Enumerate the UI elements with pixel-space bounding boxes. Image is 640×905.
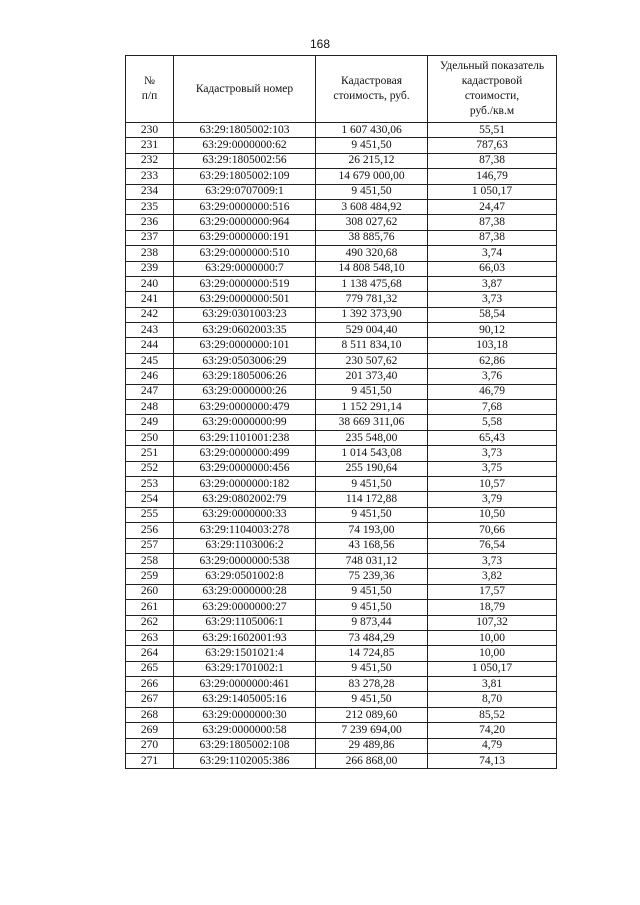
row-num: 236 bbox=[126, 215, 174, 230]
cadastral-value: 74 193,00 bbox=[316, 523, 428, 538]
specific-indicator: 4,79 bbox=[428, 738, 557, 753]
specific-indicator: 787,63 bbox=[428, 138, 557, 153]
specific-indicator: 10,50 bbox=[428, 507, 557, 522]
row-num: 246 bbox=[126, 369, 174, 384]
cadastral-value: 14 808 548,10 bbox=[316, 261, 428, 276]
cadastral-value: 9 451,50 bbox=[316, 584, 428, 599]
row-num: 248 bbox=[126, 400, 174, 415]
table-body bbox=[126, 123, 557, 769]
table-row bbox=[126, 584, 557, 599]
cadastral-number: 63:29:0000000:501 bbox=[174, 292, 316, 307]
cadastral-value: 73 484,29 bbox=[316, 630, 428, 645]
cadastral-number: 63:29:1105006:1 bbox=[174, 615, 316, 630]
specific-indicator: 87,38 bbox=[428, 153, 557, 168]
specific-indicator: 3,75 bbox=[428, 461, 557, 476]
specific-indicator: 17,57 bbox=[428, 584, 557, 599]
cadastral-number: 63:29:1104003:278 bbox=[174, 523, 316, 538]
specific-indicator: 10,00 bbox=[428, 646, 557, 661]
specific-indicator: 3,76 bbox=[428, 369, 557, 384]
table-row bbox=[126, 338, 557, 353]
row-num: 254 bbox=[126, 492, 174, 507]
cadastral-number: 63:29:0602003:35 bbox=[174, 323, 316, 338]
cadastral-value: 9 451,50 bbox=[316, 384, 428, 399]
cadastral-number: 63:29:0000000:964 bbox=[174, 215, 316, 230]
cadastral-value: 29 489,86 bbox=[316, 738, 428, 753]
cadastral-number: 63:29:0000000:519 bbox=[174, 276, 316, 291]
row-num: 250 bbox=[126, 430, 174, 445]
row-num: 245 bbox=[126, 353, 174, 368]
row-num: 263 bbox=[126, 630, 174, 645]
row-num: 259 bbox=[126, 569, 174, 584]
cadastral-value: 779 781,32 bbox=[316, 292, 428, 307]
cadastral-value: 9 451,50 bbox=[316, 507, 428, 522]
row-num: 251 bbox=[126, 446, 174, 461]
cadastral-number: 63:29:1405005:16 bbox=[174, 692, 316, 707]
table-row bbox=[126, 215, 557, 230]
cadastral-number: 63:29:0000000:461 bbox=[174, 677, 316, 692]
cadastral-number: 63:29:0301003:23 bbox=[174, 307, 316, 322]
cadastral-value: 1 607 430,06 bbox=[316, 123, 428, 138]
table-row bbox=[126, 476, 557, 491]
row-num: 265 bbox=[126, 661, 174, 676]
specific-indicator: 103,18 bbox=[428, 338, 557, 353]
specific-indicator: 5,58 bbox=[428, 415, 557, 430]
cadastral-number: 63:29:0802002:79 bbox=[174, 492, 316, 507]
cadastral-table bbox=[125, 55, 557, 769]
table-row bbox=[126, 307, 557, 322]
header-cadastral-number: Кадастровый номер bbox=[174, 56, 316, 123]
specific-indicator: 65,43 bbox=[428, 430, 557, 445]
specific-indicator: 90,12 bbox=[428, 323, 557, 338]
table-header bbox=[126, 56, 557, 123]
table-row bbox=[126, 446, 557, 461]
header-specific-indicator: Удельный показатель кадастровой стоимости, руб./кв.м bbox=[428, 56, 557, 123]
cadastral-number: 63:29:0000000:27 bbox=[174, 600, 316, 615]
row-num: 253 bbox=[126, 476, 174, 491]
table-row bbox=[126, 754, 557, 769]
table-row bbox=[126, 261, 557, 276]
table-row bbox=[126, 569, 557, 584]
row-num: 242 bbox=[126, 307, 174, 322]
cadastral-value: 43 168,56 bbox=[316, 538, 428, 553]
table-row bbox=[126, 138, 557, 153]
table-row bbox=[126, 123, 557, 138]
cadastral-value: 8 511 834,10 bbox=[316, 338, 428, 353]
cadastral-number: 63:29:0503006:29 bbox=[174, 353, 316, 368]
cadastral-value: 7 239 694,00 bbox=[316, 723, 428, 738]
row-num: 255 bbox=[126, 507, 174, 522]
specific-indicator: 18,79 bbox=[428, 600, 557, 615]
cadastral-number: 63:29:0000000:499 bbox=[174, 446, 316, 461]
row-num: 233 bbox=[126, 169, 174, 184]
table-row bbox=[126, 415, 557, 430]
row-num: 257 bbox=[126, 538, 174, 553]
cadastral-value: 38 885,76 bbox=[316, 230, 428, 245]
row-num: 252 bbox=[126, 461, 174, 476]
specific-indicator: 3,73 bbox=[428, 446, 557, 461]
table-row bbox=[126, 723, 557, 738]
table-row bbox=[126, 169, 557, 184]
specific-indicator: 3,73 bbox=[428, 292, 557, 307]
cadastral-value: 9 451,50 bbox=[316, 138, 428, 153]
table-row bbox=[126, 738, 557, 753]
row-num: 270 bbox=[126, 738, 174, 753]
table-row bbox=[126, 600, 557, 615]
row-num: 234 bbox=[126, 184, 174, 199]
table-row bbox=[126, 661, 557, 676]
cadastral-value: 1 392 373,90 bbox=[316, 307, 428, 322]
specific-indicator: 10,57 bbox=[428, 476, 557, 491]
cadastral-value: 308 027,62 bbox=[316, 215, 428, 230]
specific-indicator: 3,82 bbox=[428, 569, 557, 584]
cadastral-number: 63:29:0000000:456 bbox=[174, 461, 316, 476]
specific-indicator: 1 050,17 bbox=[428, 184, 557, 199]
specific-indicator: 74,13 bbox=[428, 754, 557, 769]
specific-indicator: 146,79 bbox=[428, 169, 557, 184]
row-num: 268 bbox=[126, 707, 174, 722]
cadastral-value: 1 152 291,14 bbox=[316, 400, 428, 415]
table-row bbox=[126, 538, 557, 553]
table-row bbox=[126, 507, 557, 522]
row-num: 249 bbox=[126, 415, 174, 430]
specific-indicator: 3,81 bbox=[428, 677, 557, 692]
specific-indicator: 87,38 bbox=[428, 230, 557, 245]
cadastral-number: 63:29:0000000:30 bbox=[174, 707, 316, 722]
specific-indicator: 76,54 bbox=[428, 538, 557, 553]
row-num: 241 bbox=[126, 292, 174, 307]
row-num: 231 bbox=[126, 138, 174, 153]
table-row bbox=[126, 199, 557, 214]
row-num: 237 bbox=[126, 230, 174, 245]
row-num: 256 bbox=[126, 523, 174, 538]
cadastral-number: 63:29:0000000:33 bbox=[174, 507, 316, 522]
row-num: 232 bbox=[126, 153, 174, 168]
specific-indicator: 85,52 bbox=[428, 707, 557, 722]
specific-indicator: 10,00 bbox=[428, 630, 557, 645]
cadastral-number: 63:29:1805002:103 bbox=[174, 123, 316, 138]
cadastral-value: 9 451,50 bbox=[316, 476, 428, 491]
row-num: 230 bbox=[126, 123, 174, 138]
table-row bbox=[126, 707, 557, 722]
row-num: 266 bbox=[126, 677, 174, 692]
cadastral-value: 235 548,00 bbox=[316, 430, 428, 445]
specific-indicator: 24,47 bbox=[428, 199, 557, 214]
cadastral-number: 63:29:1805006:26 bbox=[174, 369, 316, 384]
cadastral-number: 63:29:0000000:182 bbox=[174, 476, 316, 491]
specific-indicator: 70,66 bbox=[428, 523, 557, 538]
row-num: 243 bbox=[126, 323, 174, 338]
cadastral-value: 3 608 484,92 bbox=[316, 199, 428, 214]
row-num: 235 bbox=[126, 199, 174, 214]
specific-indicator: 87,38 bbox=[428, 215, 557, 230]
cadastral-number: 63:29:1101001:238 bbox=[174, 430, 316, 445]
table-row bbox=[126, 430, 557, 445]
specific-indicator: 1 050,17 bbox=[428, 661, 557, 676]
cadastral-value: 9 451,50 bbox=[316, 600, 428, 615]
cadastral-number: 63:29:1102005:386 bbox=[174, 754, 316, 769]
cadastral-number: 63:29:0000000:510 bbox=[174, 246, 316, 261]
cadastral-number: 63:29:1805002:109 bbox=[174, 169, 316, 184]
row-num: 244 bbox=[126, 338, 174, 353]
cadastral-value: 490 320,68 bbox=[316, 246, 428, 261]
cadastral-number: 63:29:0000000:58 bbox=[174, 723, 316, 738]
cadastral-value: 1 138 475,68 bbox=[316, 276, 428, 291]
table-row bbox=[126, 369, 557, 384]
specific-indicator: 107,32 bbox=[428, 615, 557, 630]
cadastral-value: 748 031,12 bbox=[316, 553, 428, 568]
row-num: 261 bbox=[126, 600, 174, 615]
table-row bbox=[126, 230, 557, 245]
page-number: 168 bbox=[309, 37, 331, 51]
cadastral-number: 63:29:0000000:99 bbox=[174, 415, 316, 430]
cadastral-value: 212 089,60 bbox=[316, 707, 428, 722]
cadastral-number: 63:29:1701002:1 bbox=[174, 661, 316, 676]
cadastral-value: 26 215,12 bbox=[316, 153, 428, 168]
cadastral-number: 63:29:0000000:516 bbox=[174, 199, 316, 214]
cadastral-value: 9 451,50 bbox=[316, 184, 428, 199]
table-row bbox=[126, 677, 557, 692]
cadastral-value: 83 278,28 bbox=[316, 677, 428, 692]
cadastral-number: 63:29:0000000:26 bbox=[174, 384, 316, 399]
table-row bbox=[126, 184, 557, 199]
specific-indicator: 3,74 bbox=[428, 246, 557, 261]
cadastral-number: 63:29:0501002:8 bbox=[174, 569, 316, 584]
table-row bbox=[126, 630, 557, 645]
cadastral-number: 63:29:0707009:1 bbox=[174, 184, 316, 199]
cadastral-value: 1 014 543,08 bbox=[316, 446, 428, 461]
cadastral-value: 14 679 000,00 bbox=[316, 169, 428, 184]
row-num: 240 bbox=[126, 276, 174, 291]
row-num: 271 bbox=[126, 754, 174, 769]
cadastral-value: 9 873,44 bbox=[316, 615, 428, 630]
cadastral-number: 63:29:0000000:101 bbox=[174, 338, 316, 353]
table-row bbox=[126, 646, 557, 661]
cadastral-value: 14 724,85 bbox=[316, 646, 428, 661]
row-num: 238 bbox=[126, 246, 174, 261]
specific-indicator: 62,86 bbox=[428, 353, 557, 368]
cadastral-value: 266 868,00 bbox=[316, 754, 428, 769]
specific-indicator: 3,87 bbox=[428, 276, 557, 291]
row-num: 258 bbox=[126, 553, 174, 568]
cadastral-value: 529 004,40 bbox=[316, 323, 428, 338]
cadastral-value: 201 373,40 bbox=[316, 369, 428, 384]
specific-indicator: 3,79 bbox=[428, 492, 557, 507]
table-row bbox=[126, 692, 557, 707]
table-row bbox=[126, 523, 557, 538]
cadastral-number: 63:29:0000000:28 bbox=[174, 584, 316, 599]
cadastral-number: 63:29:0000000:479 bbox=[174, 400, 316, 415]
specific-indicator: 58,54 bbox=[428, 307, 557, 322]
cadastral-number: 63:29:1805002:56 bbox=[174, 153, 316, 168]
cadastral-number: 63:29:0000000:538 bbox=[174, 553, 316, 568]
cadastral-number: 63:29:1805002:108 bbox=[174, 738, 316, 753]
row-num: 267 bbox=[126, 692, 174, 707]
table-row bbox=[126, 323, 557, 338]
table-row bbox=[126, 276, 557, 291]
cadastral-number: 63:29:0000000:62 bbox=[174, 138, 316, 153]
table-row bbox=[126, 492, 557, 507]
specific-indicator: 46,79 bbox=[428, 384, 557, 399]
cadastral-value: 230 507,62 bbox=[316, 353, 428, 368]
cadastral-value: 255 190,64 bbox=[316, 461, 428, 476]
row-num: 262 bbox=[126, 615, 174, 630]
cadastral-value: 114 172,88 bbox=[316, 492, 428, 507]
specific-indicator: 55,51 bbox=[428, 123, 557, 138]
header-num: № п/п bbox=[126, 56, 174, 123]
table-row bbox=[126, 384, 557, 399]
table-row bbox=[126, 292, 557, 307]
specific-indicator: 74,20 bbox=[428, 723, 557, 738]
row-num: 264 bbox=[126, 646, 174, 661]
specific-indicator: 8,70 bbox=[428, 692, 557, 707]
specific-indicator: 3,73 bbox=[428, 553, 557, 568]
row-num: 260 bbox=[126, 584, 174, 599]
header-row bbox=[126, 56, 557, 123]
row-num: 247 bbox=[126, 384, 174, 399]
table-row bbox=[126, 353, 557, 368]
table-row bbox=[126, 153, 557, 168]
cadastral-number: 63:29:1103006:2 bbox=[174, 538, 316, 553]
cadastral-number: 63:29:0000000:191 bbox=[174, 230, 316, 245]
cadastral-value: 9 451,50 bbox=[316, 661, 428, 676]
table-row bbox=[126, 461, 557, 476]
cadastral-value: 9 451,50 bbox=[316, 692, 428, 707]
cadastral-value: 38 669 311,06 bbox=[316, 415, 428, 430]
specific-indicator: 66,03 bbox=[428, 261, 557, 276]
specific-indicator: 7,68 bbox=[428, 400, 557, 415]
table-row bbox=[126, 400, 557, 415]
table-row bbox=[126, 553, 557, 568]
cadastral-number: 63:29:1501021:4 bbox=[174, 646, 316, 661]
table-row bbox=[126, 246, 557, 261]
header-cadastral-value: Кадастровая стоимость, руб. bbox=[316, 56, 428, 123]
cadastral-number: 63:29:1602001:93 bbox=[174, 630, 316, 645]
cadastral-value: 75 239,36 bbox=[316, 569, 428, 584]
row-num: 239 bbox=[126, 261, 174, 276]
table-row bbox=[126, 615, 557, 630]
row-num: 269 bbox=[126, 723, 174, 738]
cadastral-number: 63:29:0000000:7 bbox=[174, 261, 316, 276]
